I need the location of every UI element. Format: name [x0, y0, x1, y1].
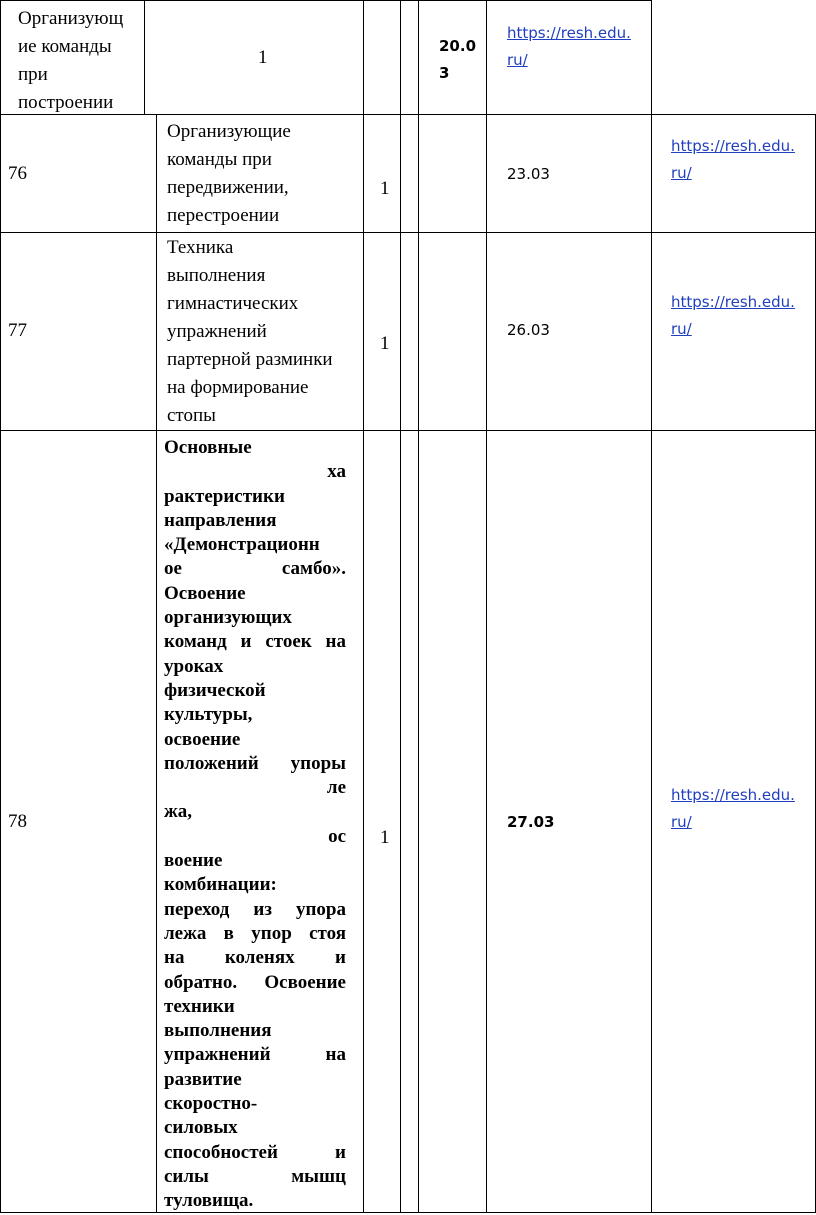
link-line[interactable]: https://resh.edu.	[671, 293, 795, 311]
topic-line: передвижении,	[167, 177, 289, 198]
table-row-topic	[167, 234, 333, 430]
topic-line: Основные	[164, 437, 252, 458]
link-line[interactable]: https://resh.edu.	[671, 137, 795, 155]
date-line: 3	[439, 64, 450, 82]
link-line[interactable]: ru/	[671, 813, 692, 831]
lesson-number: 76	[8, 163, 27, 184]
link-line[interactable]: ru/	[507, 51, 528, 69]
hours-value: 1	[380, 827, 390, 848]
hours-value: 1	[258, 47, 268, 68]
topic-line: ое самбо».	[164, 558, 346, 580]
topic-line: при	[18, 64, 48, 85]
column-divider	[418, 0, 419, 1213]
topic-line: Организующие	[167, 121, 291, 142]
topic-line: развитие	[164, 1068, 242, 1090]
topic-line: партерной разминки	[167, 349, 333, 370]
topic-line: обратно. Освоение	[164, 971, 346, 993]
topic-line: выполнения	[164, 1020, 272, 1042]
topic-line: организующих	[164, 607, 292, 629]
topic-line: силовых	[164, 1117, 238, 1139]
resource-link[interactable]	[671, 782, 795, 836]
topic-line: ие команды	[18, 36, 112, 57]
table-border-bottom	[0, 1212, 816, 1213]
lesson-number: 78	[8, 811, 27, 832]
topic-line: перестроении	[167, 205, 280, 226]
lesson-date: 27.03	[507, 813, 555, 831]
topic-line: стопы	[167, 405, 216, 426]
topic-line: ха	[327, 461, 346, 483]
topic-line: команд и стоек на	[164, 631, 346, 653]
column-divider	[400, 0, 401, 1213]
lesson-number: 77	[8, 320, 27, 341]
lesson-date	[439, 33, 476, 87]
topic-line: Техника	[167, 237, 234, 258]
column-divider	[144, 0, 145, 115]
link-line[interactable]: https://resh.edu.	[507, 24, 631, 42]
date-line: 20.0	[439, 37, 477, 55]
hours-value: 1	[380, 333, 390, 354]
topic-line: на формирование	[167, 377, 309, 398]
topic-line: физической	[164, 679, 266, 701]
topic-line: переход из упора	[164, 898, 346, 920]
topic-line: лежа в упор стоя	[164, 922, 346, 944]
table-row-topic	[18, 5, 123, 117]
hours-value: 1	[380, 178, 390, 199]
column-divider	[651, 0, 652, 1213]
topic-line: комбинации:	[164, 874, 277, 896]
row-divider	[0, 232, 816, 233]
resource-link[interactable]	[671, 133, 795, 187]
table-row-topic	[167, 118, 291, 230]
topic-line: выполнения	[167, 265, 266, 286]
topic-line: направления	[164, 509, 277, 531]
table-row-topic	[164, 436, 346, 1214]
topic-line: команды при	[167, 149, 272, 170]
topic-line: Освоение	[164, 582, 246, 604]
topic-line: освоение	[164, 728, 241, 750]
resource-link[interactable]	[507, 20, 631, 74]
topic-line: скоростно-	[164, 1093, 258, 1115]
topic-line: гимнастических	[167, 293, 299, 314]
topic-line: Организующ	[18, 8, 124, 29]
topic-line: на коленях и	[164, 947, 346, 969]
column-divider	[156, 115, 157, 1213]
lesson-date: 23.03	[507, 165, 550, 183]
topic-line: упражнений	[167, 321, 267, 342]
topic-line: рактеристики	[164, 485, 285, 507]
topic-line: уроках	[164, 655, 224, 677]
column-divider	[363, 0, 364, 1213]
topic-line: положений упоры	[164, 752, 346, 774]
topic-line: способностей и	[164, 1141, 346, 1163]
topic-line: построении	[18, 92, 114, 113]
topic-line: культуры,	[164, 704, 253, 726]
topic-line: «Демонстрационн	[164, 534, 320, 556]
topic-line: жа,	[164, 801, 193, 823]
topic-line: силы мышц	[164, 1165, 346, 1187]
row-divider	[0, 430, 816, 431]
topic-line: техники	[164, 995, 235, 1017]
topic-line: упражнений на	[164, 1044, 346, 1066]
topic-line: воение	[164, 850, 223, 872]
link-line[interactable]: ru/	[671, 164, 692, 182]
topic-line: ле	[326, 777, 346, 799]
lesson-date: 26.03	[507, 321, 550, 339]
topic-line: туловища.	[164, 1190, 254, 1212]
column-divider	[0, 0, 1, 1213]
column-divider	[486, 0, 487, 1213]
table-border-top	[0, 0, 652, 1]
link-line[interactable]: ru/	[671, 320, 692, 338]
resource-link[interactable]	[671, 289, 795, 343]
topic-line: ос	[328, 825, 346, 847]
link-line[interactable]: https://resh.edu.	[671, 786, 795, 804]
